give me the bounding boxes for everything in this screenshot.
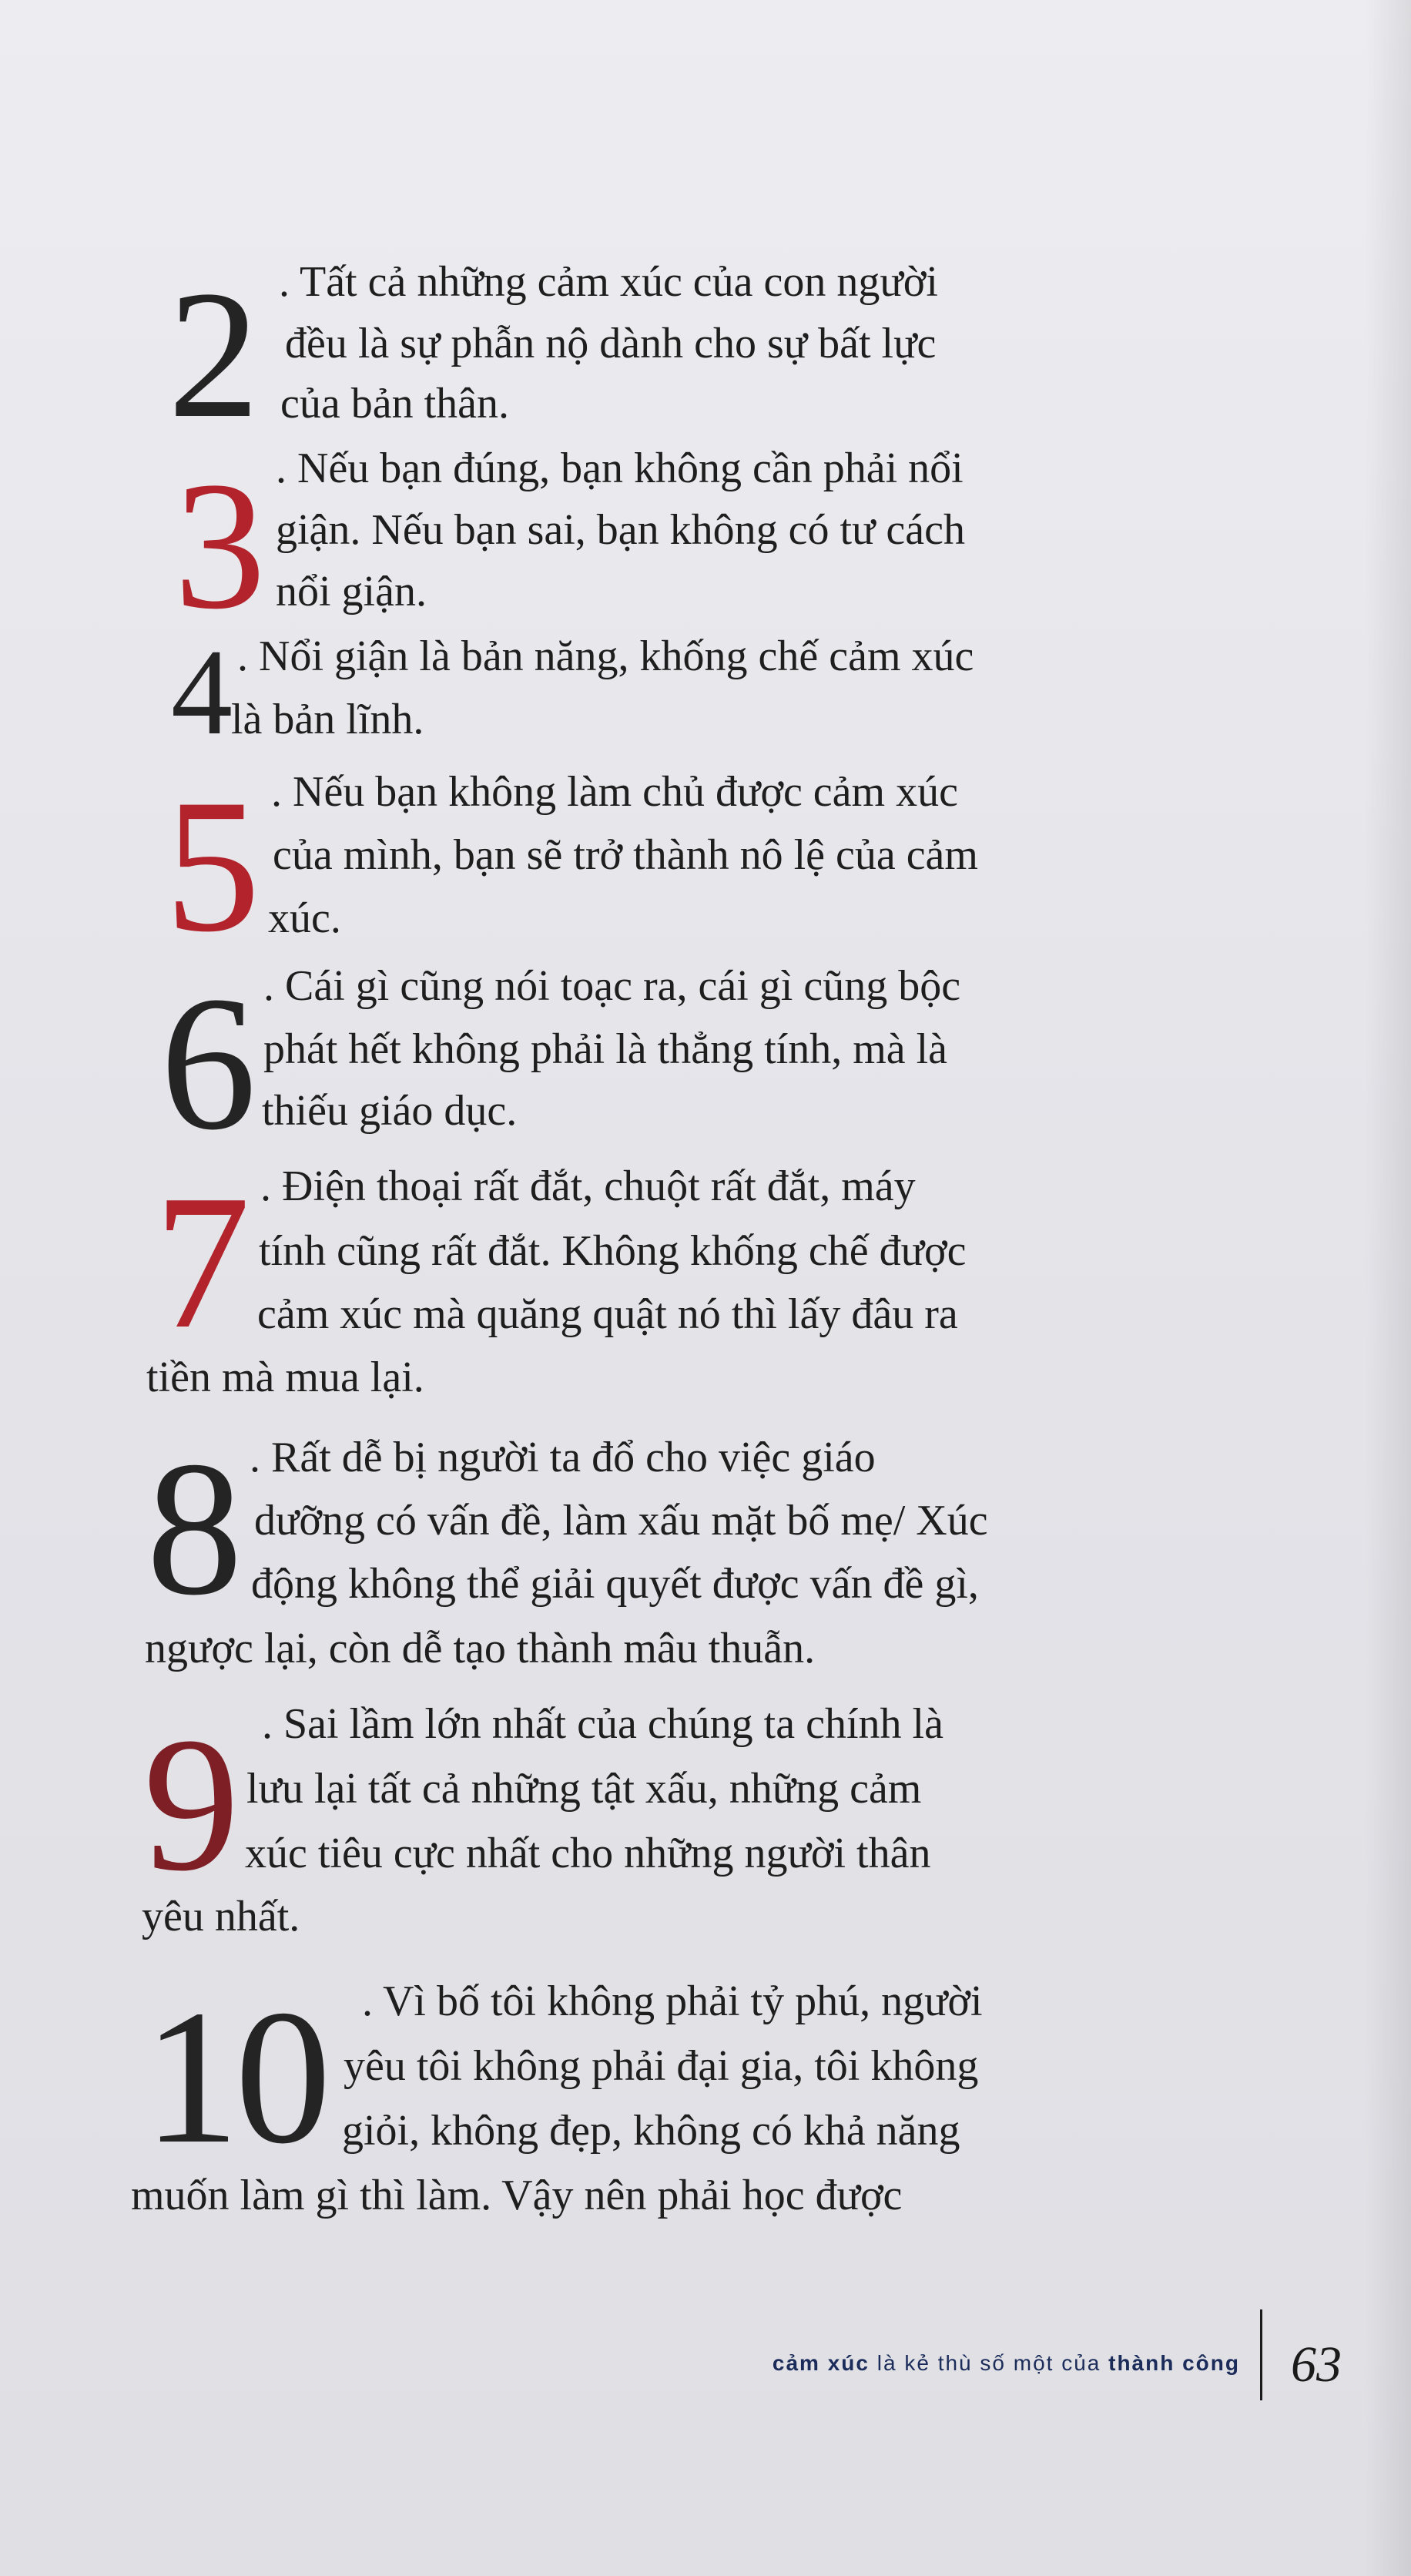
- drop-numeral: 8: [146, 1422, 243, 1635]
- drop-numeral: 9: [143, 1698, 240, 1911]
- item-text-line: . Rất dễ bị người ta đổ cho việc giáo: [250, 1434, 876, 1481]
- page-number: 63: [1291, 2336, 1342, 2393]
- item-text-line: lưu lại tất cả những tật xấu, những cảm: [246, 1765, 922, 1813]
- item-text-line: . Tất cả những cảm xúc của con người: [279, 258, 938, 306]
- item-text-line: của bản thân.: [280, 380, 509, 428]
- item-text-line: yêu tôi không phải đại gia, tôi không: [344, 2042, 979, 2090]
- running-footer: [773, 2351, 1240, 2376]
- drop-numeral: 7: [154, 1156, 250, 1369]
- item-text-line: . Nổi giận là bản năng, khống chế cảm xúc: [237, 632, 974, 680]
- footer-emphasis-1: cảm xúc: [772, 2351, 870, 2375]
- item-text-line: xúc tiêu cực nhất cho những người thân: [245, 1830, 931, 1877]
- item-text-line: . Vì bố tôi không phải tỷ phú, người: [362, 1977, 983, 2025]
- item-text-line: . Nếu bạn đúng, bạn không cần phải nổi: [276, 444, 964, 492]
- footer-divider: [1260, 2309, 1262, 2400]
- item-text-line: muốn làm gì thì làm. Vậy nên phải học được: [131, 2172, 903, 2219]
- item-text-line: động không thể giải quyết được vấn đề gì,: [251, 1560, 979, 1608]
- item-text-line: của mình, bạn sẽ trở thành nô lệ của cảm: [273, 831, 978, 879]
- item-text-line: ngược lại, còn dễ tạo thành mâu thuẫn.: [145, 1625, 816, 1672]
- drop-numeral: 5: [165, 760, 260, 971]
- item-text-line: dưỡng có vấn đề, làm xấu mặt bố mẹ/ Xúc: [254, 1497, 988, 1545]
- page-edge-shadow: [1365, 0, 1411, 2576]
- item-text-line: nổi giận.: [276, 568, 427, 615]
- drop-numeral: 4: [171, 623, 233, 760]
- item-text-line: thiếu giáo dục.: [262, 1087, 518, 1135]
- drop-numeral: 6: [160, 957, 256, 1170]
- item-text-line: yêu nhất.: [142, 1893, 300, 1940]
- footer-middle: là kẻ thù số một của: [869, 2351, 1109, 2375]
- drop-numeral: 3: [174, 444, 266, 647]
- item-text-line: . Cái gì cũng nói toạc ra, cái gì cũng bộc: [263, 962, 961, 1010]
- item-text-line: . Nếu bạn không làm chủ được cảm xúc: [271, 768, 958, 816]
- item-text-line: giỏi, không đẹp, không có khả năng: [342, 2107, 960, 2155]
- item-text-line: cảm xúc mà quăng quật nó thì lấy đâu ra: [257, 1290, 958, 1338]
- footer-emphasis-2: thành công: [1108, 2351, 1240, 2375]
- item-text-line: là bản lĩnh.: [231, 696, 424, 743]
- item-text-line: xúc.: [268, 894, 341, 942]
- item-text-line: . Sai lầm lớn nhất của chúng ta chính là: [262, 1700, 943, 1748]
- item-text-line: tiền mà mua lại.: [146, 1353, 424, 1401]
- item-text-line: tính cũng rất đắt. Không khống chế được: [259, 1227, 967, 1275]
- drop-numeral: 2: [168, 253, 260, 456]
- item-text-line: . Điện thoại rất đắt, chuột rất đắt, máy: [260, 1162, 916, 1210]
- item-text-line: phát hết không phải là thẳng tính, mà là: [263, 1025, 948, 1073]
- drop-numeral: 10: [143, 1971, 327, 2184]
- item-text-line: giận. Nếu bạn sai, bạn không có tư cách: [276, 506, 965, 554]
- item-text-line: đều là sự phẫn nộ dành cho sự bất lực: [285, 320, 937, 367]
